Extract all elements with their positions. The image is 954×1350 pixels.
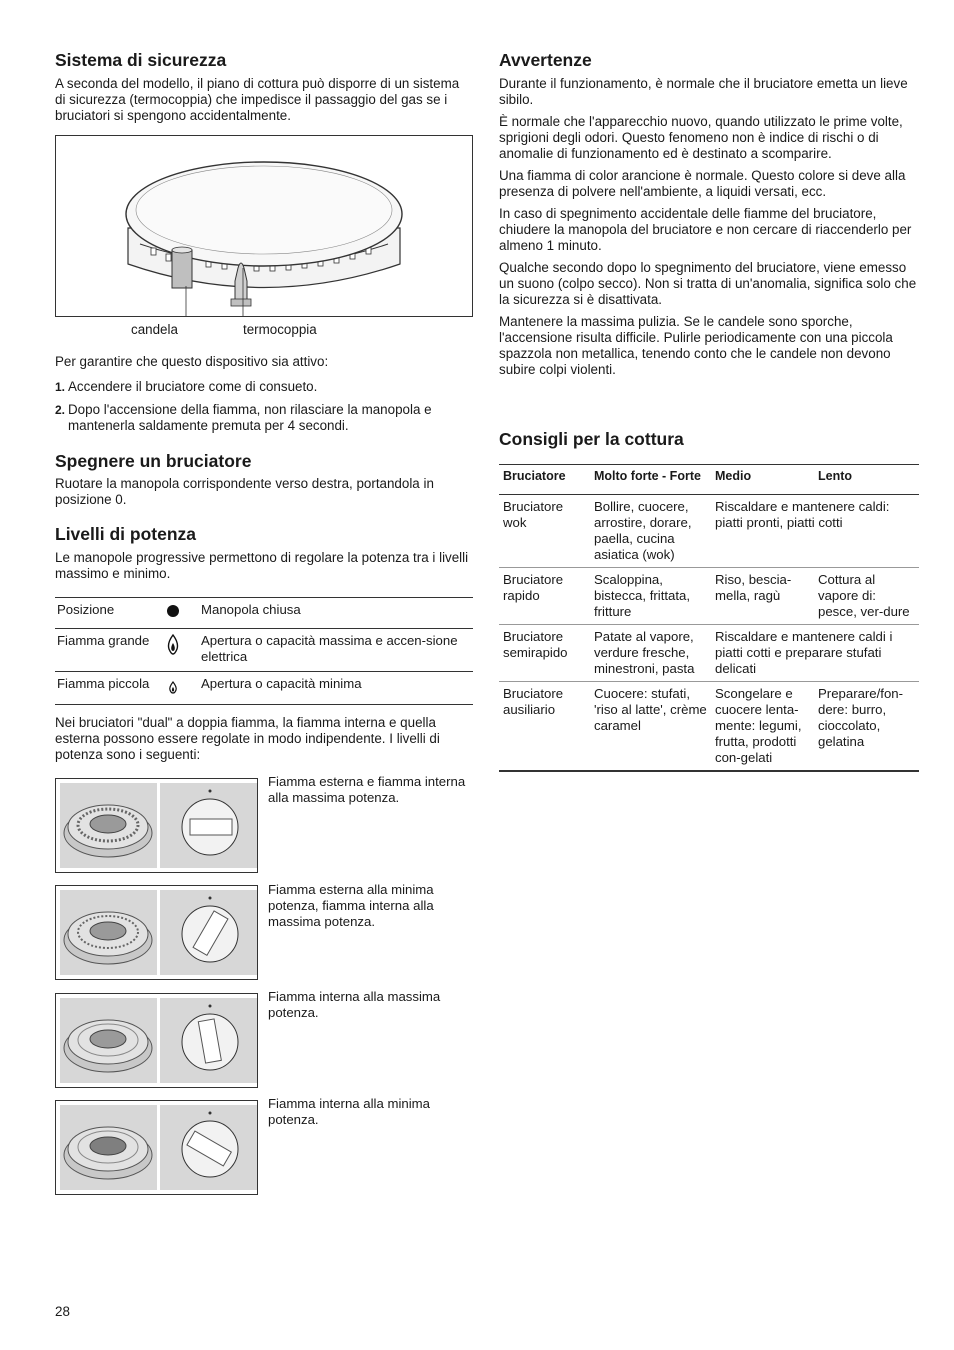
warning-paragraph: Una fiamma di color arancione è normale. Questo colore si deve alla presenza di polvere nell'ambiente, a liquidi versati, ecc. [499,168,906,199]
burner-top-icon [60,998,157,1083]
table-row: Bruciatore wok Bollire, cuocere, arrostire, dorare, paella, cucina asiatica (wok) Riscaldare e mantenere caldi: piatti pronti, piatti cotti [499,495,919,568]
dual-caption-3: Fiamma interna alla massima potenza. [268,989,441,1020]
cooking-title: Consigli per la cottura [499,429,684,449]
dual-caption-1: Fiamma esterna e fiamma interna alla massima potenza. [268,774,466,805]
page-number: 28 [55,1304,70,1319]
burner-illustration [56,136,472,316]
levels-text: Le manopole progressive permettono di regolare la potenza tra i livelli massimo e minimo. [55,550,469,581]
warning-paragraph: Durante il funzionamento, è normale che il bruciatore emetta un lieve sibilo. [499,76,908,107]
safety-check-text: Per garantire che questo dispositivo sia attivo: [55,354,329,369]
dual-figure-3 [55,993,258,1088]
candle-label: candela [131,322,178,337]
burner-top-icon [60,890,157,975]
warnings-text [499,76,919,384]
dual-caption-2: Fiamma esterna alla minima potenza, fiamma interna alla massima potenza. [268,882,434,929]
table-row: Bruciatore ausiliario Cuocere: stufati, 'riso al latte', crème caramel Scongelare e cuocere lenta-mente: legumi, frutta, prodotti con-gelati Preparare/fon-dere: burro, cioccolato, gelatina [499,682,919,772]
burner-top-icon [60,783,157,868]
safety-steps [55,379,473,441]
burner-image [60,1105,157,1190]
knob-image [160,783,257,868]
dual-figure-1 [55,778,258,873]
burner-safety-figure [55,135,473,317]
dual-figure-4 [55,1100,258,1195]
cooking-table [499,464,919,772]
burner-image [60,783,157,868]
warnings-title: Avvertenze [499,50,592,70]
table-row: Fiamma piccola Apertura o capacità minima [55,672,473,705]
warning-paragraph: Qualche secondo dopo lo spegnimento del bruciatore, viene emesso un suono (colpo secco). Non si tratta di un'anomalia, significa solo che la sicurezza si è disattivata. [499,260,917,307]
small-flame-icon [165,676,181,694]
burner-image [60,998,157,1083]
table-header-row: Bruciatore Molto forte - Forte Medio Lento [499,465,919,495]
table-row: Fiamma grande Apertura o capacità massima e accen-sione elettrica [55,629,473,672]
table-row: Bruciatore semirapido Patate al vapore, verdure fresche, minestroni, pasta Riscaldare e mantenere caldi i piatti cotti e preparare stufati delicati [499,625,919,682]
power-levels-table [55,597,473,705]
levels-title: Livelli di potenza [55,524,196,544]
warning-paragraph: Mantenere la massima pulizia. Se le candele sono sporche, l'accensione risulta difficile. Pulirle periodicamente con una piccola spazzola non metallica, tenendo conto che le candele non devono subire colpi violenti. [499,314,893,377]
table-row: Bruciatore rapido Scaloppina, bistecca, frittata, fritture Riso, bescia-mella, ragù Cottura al vapore di: pesce, ver-dure [499,568,919,625]
knob-icon [160,783,257,868]
dual-text: Nei bruciatori "dual" a doppia fiamma, la fiamma interna e quella esterna possono essere regolate in modo indipendente. I livelli di potenza sono i seguenti: [55,715,440,762]
knob-image [160,890,257,975]
safety-title: Sistema di sicurezza [55,50,227,70]
burner-top-icon [60,1105,157,1190]
list-item: 1. Accendere il bruciatore come di consueto. [55,379,318,394]
knob-icon [160,1105,257,1190]
knob-image [160,1105,257,1190]
burner-image [60,890,157,975]
knob-image [160,998,257,1083]
warning-paragraph: È normale che l'apparecchio nuovo, quando utilizzato le prime volte, sprigioni degli odori. Questo fenomeno non è indice di rischi o di anomalie di funzionamento ed è destinato a scomparire. [499,114,903,161]
dual-caption-4: Fiamma interna alla minima potenza. [268,1096,430,1127]
knob-icon [160,998,257,1083]
large-flame-icon [165,633,181,655]
off-title: Spegnere un bruciatore [55,451,252,471]
table-row: Posizione Manopola chiusa [55,598,473,629]
knob-icon [160,890,257,975]
list-item: 2. Dopo l'accensione della fiamma, non rilasciare la manopola e mantenerla saldamente premuta per 4 secondi. [55,402,432,433]
filled-dot-icon [165,602,181,618]
warning-paragraph: In caso di spegnimento accidentale delle fiamme del bruciatore, chiudere la manopola del bruciatore e non cercare di riaccenderlo per almeno 1 minuto. [499,206,912,253]
safety-intro: A seconda del modello, il piano di cottura può disporre di un sistema di sicurezza (termocoppia) che impedisce il passaggio del gas se i bruciatori si spengono accidentalmente. [55,76,460,123]
dual-figure-2 [55,885,258,980]
thermocouple-label: termocoppia [243,322,317,337]
off-text: Ruotare la manopola corrispondente verso destra, portandola in posizione 0. [55,476,434,507]
